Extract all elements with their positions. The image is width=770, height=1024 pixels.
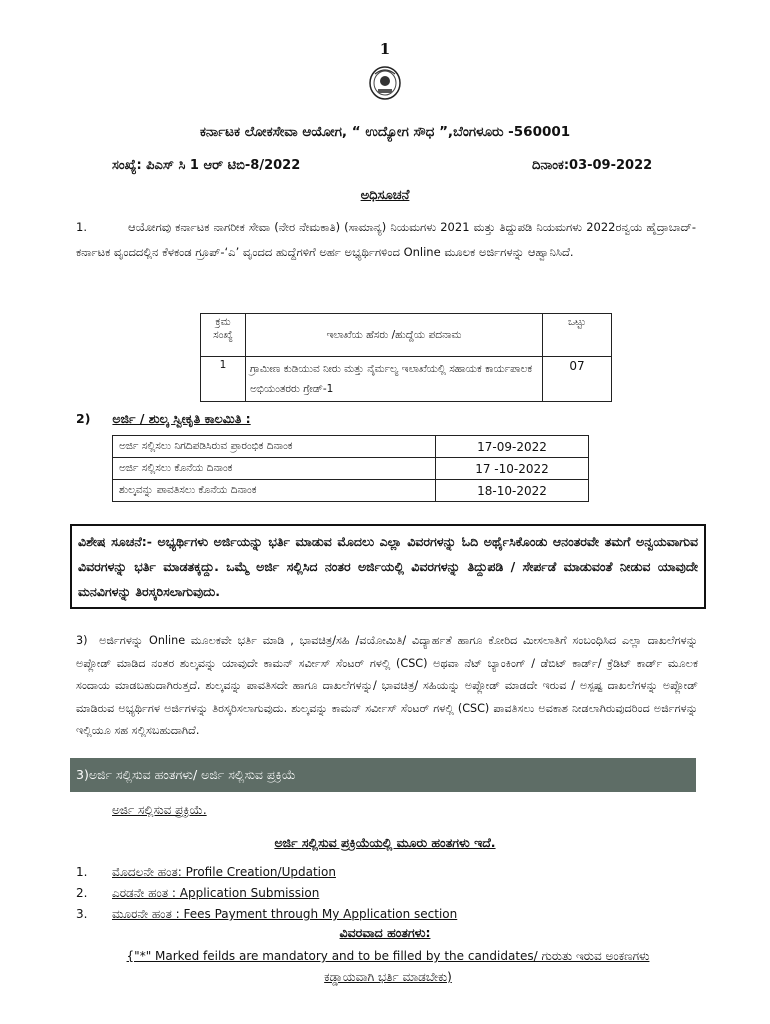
section-3-bar: 3)ಅರ್ಜಿ ಸಲ್ಲಿಸುವ ಹಂತಗಳು/ ಅರ್ಜಿ ಸಲ್ಲಿಸುವ ಪ್ರಕ್ರಿಯೆ (70, 758, 696, 792)
paragraph-3-text: ಅರ್ಜಿಗಳನ್ನು Online ಮೂಲಕವೇ ಭರ್ತಿ ಮಾಡಿ , ಭಾವಚಿತ್ರ/ಸಹಿ /ವಯೋಮಿತಿ/ ವಿದ್ಯಾರ್ಹತೆ ಹಾಗೂ ಕೋರಿದ ಮೀಸಲಾತಿಗೆ ಸಂಬಂಧಿಸಿದ ಎಲ್ಲಾ ದಾಖಲೆಗಳನ್ನು ಅಪ್ಲೋಡ್ ಮಾಡಿದ ನಂತರ ಶುಲ್ಕವನ್ನು ಯಾವುದೇ ಕಾಮನ್ ಸರ್ವೀಸ್ ಸೆಂಟರ್ ಗಳಲ್ಲಿ (CSC) ಅಥವಾ ನೆಟ್ ಬ್ಯಾಂಕಿಂಗ್ / ಡೆಬಿಟ್ ಕಾರ್ಡ್/ ಕ್ರೆಡಿಟ್ ಕಾರ್ಡ್ ಮೂಲಕ ಸಂದಾಯ ಮಾಡಬಹುದಾಗಿರುತ್ತದೆ. ಶುಲ್ಕವನ್ನು ಪಾವತಿಸದೇ ಹಾಗೂ ದಾಖಲೆಗಳನ್ನು/ ಭಾವಚಿತ್ರ/ ಸಹಿಯನ್ನು ಅಪ್ಲೋಡ್ ಮಾಡದೇ ಇರುವ / ಅಸ್ಪಷ್ಟ ದಾಖಲೆಗಳನ್ನು ಅಪ್ಲೋಡ್ ಮಾಡಿರುವ ಅಭ್ಯರ್ಥಿಗಳ ಅರ್ಜಿಗಳನ್ನು ತಿರಸ್ಕರಿಸಲಾಗುವುದು. ಶುಲ್ಕವನ್ನು ಕಾಮನ್ ಸರ್ವೀಸ್ ಸೆಂಟರ್ ಗಳಲ್ಲಿ (CSC) ಪಾವತಿಸಲು ಅವಕಾಶ ನೀಡಲಾಗಿರುವುದರಿಂದ ಅರ್ಜಿಗಳನ್ನು ಇಲ್ಲಿಯೂ ಸಹ ಸಲ್ಲಿಸಬಹುದಾಗಿದೆ. (76, 634, 698, 737)
list-item (76, 904, 457, 925)
table-row (113, 436, 589, 458)
detailed-steps-heading: ವಿವರವಾದ ಹಂತಗಳು: (339, 925, 431, 940)
special-notice-box (70, 524, 706, 609)
table-row (113, 458, 589, 480)
date-label-start: ಅರ್ಜಿ ಸಲ್ಲಿಸಲು ನಿಗದಿಪಡಿಸಿರುವ ಪ್ರಾರಂಭಿಕ ದಿನಾಂಕ (113, 436, 436, 458)
notification-heading: ಅಧಿಸೂಚನೆ (360, 188, 410, 203)
posts-row-total: 07 (543, 357, 612, 402)
section-2-number: 2) (76, 411, 91, 426)
date-value-fee: 18-10-2022 (436, 480, 589, 502)
step-text: ಎರಡನೇ ಹಂತ : Application Submission (112, 886, 320, 900)
date-label-fee: ಶುಲ್ಕವನ್ನು ಪಾವತಿಸಲು ಕೊನೆಯ ದಿನಾಂಕ (113, 480, 436, 502)
list-item (76, 883, 457, 904)
paragraph-3-number: 3) (76, 634, 88, 647)
posts-table-header-row (201, 314, 612, 357)
notification-date: ದಿನಾಂಕ:03-09-2022 (532, 158, 653, 173)
posts-table (200, 313, 612, 402)
posts-row-sl: 1 (201, 357, 246, 402)
mandatory-note-text: {"*" Marked feilds are mandatory and to be filled by the candidates/ ಗುರುತು ಇರುವ ಅಂಕಣಗಳು ಕಡ್ಡಾಯವಾಗಿ ಭರ್ತಿ ಮಾಡಬೇಕು) (126, 949, 650, 984)
dates-table (112, 435, 589, 502)
process-label: ಅರ್ಜಿ ಸಲ್ಲಿಸುವ ಪ್ರಕ್ರಿಯೆ. (112, 803, 207, 817)
office-title: ಕರ್ನಾಟಕ ಲೋಕಸೇವಾ ಆಯೋಗ, “ ಉದ್ಯೋಗ ಸೌಧ ”,ಬೆಂಗಳೂರು -560001 (199, 124, 571, 140)
step-number: 1. (76, 865, 88, 879)
date-value-last: 17 -10-2022 (436, 458, 589, 480)
section-2-heading (76, 411, 251, 427)
step-text: ಮೂರನೇ ಹಂತ : Fees Payment through My Application section (112, 907, 458, 921)
posts-header-total: ಒಟ್ಟು (543, 314, 612, 357)
paragraph-1-text: ಆಯೋಗವು ಕರ್ನಾಟಕ ನಾಗರೀಕ ಸೇವಾ (ನೇರ ನೇಮಕಾತಿ) (ಸಾಮಾನ್ಯ) ನಿಯಮಗಳು 2021 ಮತ್ತು ತಿದ್ದುಪಡಿ ನಿಯಮಗಳು 2022ರನ್ವಯ ಹೈದ್ರಾಬಾದ್-ಕರ್ನಾಟಕ ವೃಂದದಲ್ಲಿನ ಕೆಳಕಂಡ ಗ್ರೂಪ್-‘ಎ’ ವೃಂದದ ಹುದ್ದೆಗಳಿಗೆ ಅರ್ಹ ಅಭ್ಯರ್ಥಿಗಳಿಂದ Online ಮೂಲಕ ಅರ್ಜಿಗಳನ್ನು ಆಹ್ವಾನಿಸಿದೆ. (76, 220, 696, 259)
table-row (201, 357, 612, 402)
page-number: 1 (379, 40, 391, 58)
section-2-label: ಅರ್ಜಿ / ಶುಲ್ಕ ಸ್ವೀಕೃತಿ ಕಾಲಮಿತಿ : (112, 411, 251, 426)
special-notice-text: ವಿಶೇಷ ಸೂಚನೆ:- ಅಭ್ಯರ್ಥಿಗಳು ಅರ್ಜಿಯನ್ನು ಭರ್ತಿ ಮಾಡುವ ಮೊದಲು ಎಲ್ಲಾ ವಿವರಗಳನ್ನು ಓದಿ ಅರ್ಥೈಸಿಕೊಂಡು ಆನಂತರವೇ ತಮಗೆ ಅನ್ವಯವಾಗುವ ವಿವರಗಳನ್ನು ಭರ್ತಿ ಮಾಡತಕ್ಕದ್ದು. ಒಮ್ಮೆ ಅರ್ಜಿ ಸಲ್ಲಿಸಿದ ನಂತರ ಅರ್ಜಿಯಲ್ಲಿ ವಿವರಗಳನ್ನು ತಿದ್ದುಪಡಿ / ಸೇರ್ಪಡೆ ಮಾಡುವಂತೆ ನೀಡುವ ಯಾವುದೇ ಮನವಿಗಳನ್ನು ತಿರಸ್ಕರಿಸಲಾಗುವುದು. (78, 534, 698, 599)
posts-row-name: ಗ್ರಾಮೀಣ ಕುಡಿಯುವ ನೀರು ಮತ್ತು ನೈರ್ಮಲ್ಯ ಇಲಾಖೆಯಲ್ಲಿ ಸಹಾಯಕ ಕಾರ್ಯಪಾಲಕ ಅಭಿಯಂತರರು ಗ್ರೇಡ್-1 (246, 357, 543, 402)
step-number: 3. (76, 907, 88, 921)
date-value-start: 17-09-2022 (436, 436, 589, 458)
step-number: 2. (76, 886, 88, 900)
three-stages-heading: ಅರ್ಜಿ ಸಲ್ಲಿಸುವ ಪ್ರಕ್ರಿಯೆಯಲ್ಲಿ ಮೂರು ಹಂತಗಳು ಇದೆ. (274, 835, 496, 850)
paragraph-1-number: 1. (76, 220, 87, 234)
date-label-last: ಅರ್ಜಿ ಸಲ್ಲಿಸಲು ಕೊನೆಯ ದಿನಾಂಕ (113, 458, 436, 480)
reference-number: ಸಂಖ್ಯೆ: ಪಿಎಸ್ ಸಿ 1 ಆರ್ ಟಿಬಿ-8/2022 (112, 158, 301, 173)
posts-header-sl: ಕ್ರಮ ಸಂಖ್ಯೆ (201, 314, 246, 357)
paragraph-3 (76, 630, 698, 743)
steps-list (76, 862, 457, 925)
posts-header-name: ಇಲಾಖೆಯ ಹೆಸರು /ಹುದ್ದೆಯ ಪದನಾಮ (246, 314, 543, 357)
state-emblem-icon (367, 64, 403, 104)
paragraph-1 (76, 215, 696, 265)
mandatory-note (100, 946, 676, 988)
table-row (113, 480, 589, 502)
step-text: ಮೊದಲನೇ ಹಂತ: Profile Creation/Updation (112, 865, 336, 879)
list-item (76, 862, 457, 883)
